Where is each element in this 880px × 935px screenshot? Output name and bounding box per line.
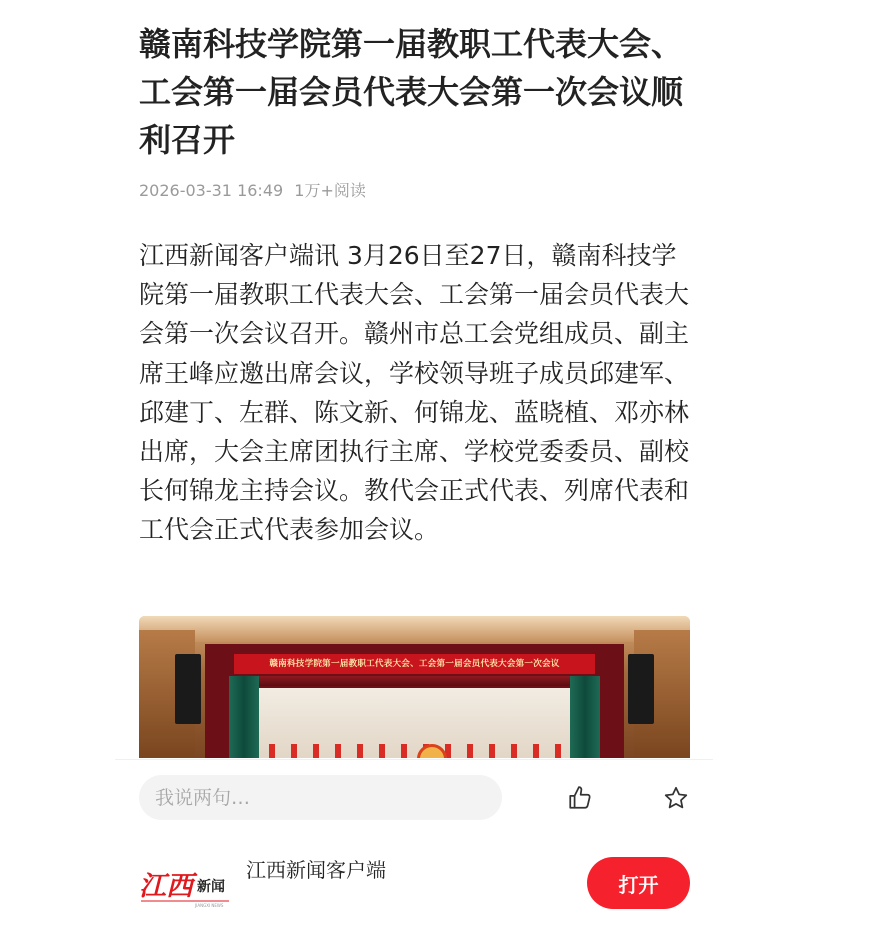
- publish-datetime: 2026-03-31 16:49: [139, 181, 284, 200]
- jiangxi-news-logo: [139, 859, 231, 911]
- read-count: 1万+阅读: [294, 181, 366, 200]
- action-bar: [115, 759, 713, 836]
- open-app-button[interactable]: 打开: [587, 857, 690, 909]
- speaker-left: [175, 654, 201, 724]
- article-body: 江西新闻客户端讯 3月26日至27日，赣南科技学院第一届教职工代表大会、工会第一届会员代表大会第一次会议召开。赣州市总工会党组成员、副主席王峰应邀出席会议，学校领导班子成员邱建军、邱建丁、左群、陈文新、何锦龙、蓝晓植、邓亦林出席，大会主席团执行主席、学校党委委员、副校长何锦龙主持会议。教代会正式代表、列席代表和工代会正式代表参加会议。: [139, 241, 690, 545]
- article-meta: [139, 178, 366, 204]
- stage-banner: 赣南科技学院第一届教职工代表大会、工会第一届会员代表大会第一次会议: [234, 654, 595, 674]
- svg-text:新闻: 新闻: [197, 879, 225, 895]
- star-icon[interactable]: [662, 784, 690, 812]
- stage-valance: [235, 676, 595, 686]
- svg-text:JIANGXI NEWS: JIANGXI NEWS: [195, 903, 224, 908]
- app-name: 江西新闻客户端: [246, 858, 386, 882]
- app-download-banner: [115, 835, 713, 935]
- curtain-right: [570, 676, 600, 758]
- thumbs-up-icon[interactable]: [566, 784, 594, 812]
- comment-input[interactable]: [139, 775, 502, 820]
- speaker-right: [628, 654, 654, 724]
- curtain-left: [229, 676, 259, 758]
- hall-ceiling: [139, 616, 690, 642]
- article-title: 赣南科技学院第一届教职工代表大会、工会第一届会员代表大会第一次会议顺利召开: [139, 25, 684, 159]
- svg-text:江西: 江西: [139, 871, 193, 902]
- article-hero-image[interactable]: [139, 616, 690, 758]
